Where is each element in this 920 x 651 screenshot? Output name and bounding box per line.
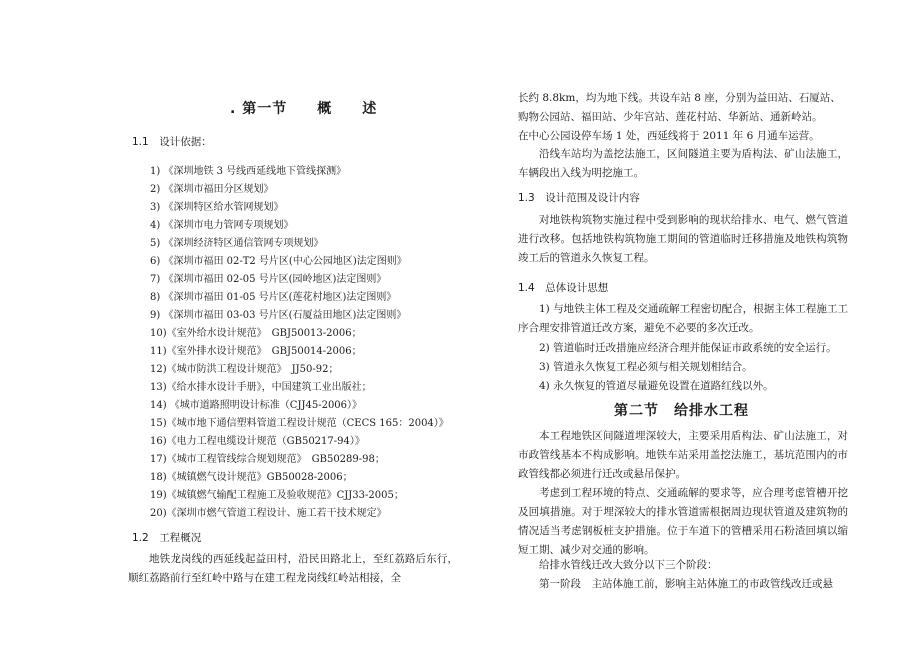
overview-paragraph: 地铁龙岗线的西延线起益田村，沿民田路北上，至红荔路后东行，顺红荔路前行至红岭中路与在建工程龙岗线红岭站相接，全 (128, 553, 458, 584)
reference-item: 18)《城镇燃气设计规范》GB50028-2006； (150, 472, 353, 483)
water-stage-intro: 给排水管线迁改大致分以下三个阶段： (539, 559, 718, 571)
section-1-2-heading: 1.2 工程概况 (132, 532, 202, 544)
chapter-2-title: 第二节 给排水工程 (614, 403, 749, 419)
water-paragraph: 本工程地铁区间隧道埋深较大，主要采用盾构法、矿山法施工，对市政管线基本不构成影响。地铁车站采用盖挖法施工，基坑范围内的市政管线都必须进行迁改或悬吊保护。 (518, 430, 848, 480)
reference-item: 14) 《城市道路照明设计标准（CJJ45-2006）》 (150, 400, 363, 411)
reference-item: 10)《室外给水设计规范》 GBJ50013-2006； (150, 328, 362, 339)
design-idea-item: 4) 永久恢复的管道尽量避免设置在道路红线以外。 (539, 380, 774, 392)
reference-item: 8) 《深圳市福田 01-05 号片区(莲花村地区)法定图则》 (150, 292, 397, 303)
reference-item: 13)《给水排水设计手册》，中国建筑工业出版社； (150, 382, 372, 393)
reference-item: 12)《城市防洪工程设计规范》 JJ50-92； (150, 364, 339, 375)
reference-item: 17)《城市工程管线综合规划规范》 GB50289-98； (150, 454, 385, 465)
reference-item: 1) 《深圳地铁 3 号线西延线地下管线探测》 (150, 166, 347, 177)
reference-item: 3) 《深圳特区给水管网规划》 (150, 202, 284, 213)
section-1-1-heading: 1.1 设计依据： (132, 136, 212, 148)
section-1-3-heading: 1.3 设计范围及设计内容 (518, 192, 640, 204)
reference-item: 20)《深圳市燃气管道工程设计、施工若干技术规定》 (150, 508, 387, 519)
chapter-title: . 第一节 概 述 (230, 101, 378, 117)
reference-item: 6) 《深圳市福田 02-T2 号片区(中心公园地区)法定图则》 (150, 256, 407, 267)
reference-item: 9) 《深圳市福田 03-03 号片区(石厦益田地区)法定图则》 (150, 310, 407, 321)
reference-item: 4) 《深圳市电力管网专项规划》 (150, 220, 294, 231)
design-idea-item: 2) 管道临时迁改措施应经济合理并能保证市政系统的安全运行。 (539, 342, 837, 354)
water-paragraph: 考虑到工程环境的特点、交通疏解的要求等，应合理考虑管槽开挖及回填措施。对于埋深较大的排水管道需根据周边现状管道及建筑物的情况适当考虑钢板桩支护措施。位于车道下的管槽采用石粉渣回填以缩短工期、减少对交通的影响。 (518, 487, 848, 556)
reference-item: 16)《电力工程电缆设计规范（GB50217-94）》 (150, 436, 365, 447)
reference-item: 5) 《深圳经济特区通信管网专项规划》 (150, 238, 324, 249)
section-1-4-heading: 1.4 总体设计思想 (518, 282, 609, 294)
overview-continued-line: 在中心公园设停车场 1 处，西延线将于 2011 年 6 月通车运营。 (518, 130, 820, 142)
reference-item: 15)《城市地下通信塑料管道工程设计规范（CECS 165：2004）》 (150, 418, 449, 429)
scope-paragraph: 对地铁构筑物实施过程中受到影响的现状给排水、电气、燃气管道进行改移。包括地铁构筑物施工期间的管道临时迁移措施及地铁构筑物竣工后的管道永久恢复工程。 (518, 214, 848, 264)
reference-item: 7) 《深圳市福田 02-05 号片区(园岭地区)法定图则》 (150, 274, 387, 285)
reference-item: 19)《城镇燃气输配工程施工及验收规范》CJJ33-2005； (150, 490, 404, 501)
overview-continued-line: 长约 8.8km，均为地下线。共设车站 8 座，分别为益田站、石厦站、 (518, 92, 841, 104)
design-idea-item: 3) 管道永久恢复工程必须与相关规划相结合。 (539, 361, 753, 373)
construction-paragraph: 沿线车站均为盖挖法施工，区间隧道主要为盾构法、矿山法施工，车辆段出入线为明挖施工。 (518, 148, 848, 179)
design-idea-item: 1) 与地铁主体工程及交通疏解工程密切配合，根据主体工程施工工序合理安排管道迁改方案，避免不必要的多次迁改。 (518, 303, 848, 334)
reference-item: 11)《室外排水设计规范》 GBJ50014-2006； (150, 346, 362, 357)
water-stage-line: 第一阶段 主站体施工前，影响主站体施工的市政管线改迁或悬 (539, 578, 833, 590)
reference-item: 2) 《深圳市福田分区规划》 (150, 184, 274, 195)
overview-continued-line: 购物公园站、福田站、少年宫站、莲花村站、华新站、通新岭站。 (518, 111, 823, 123)
